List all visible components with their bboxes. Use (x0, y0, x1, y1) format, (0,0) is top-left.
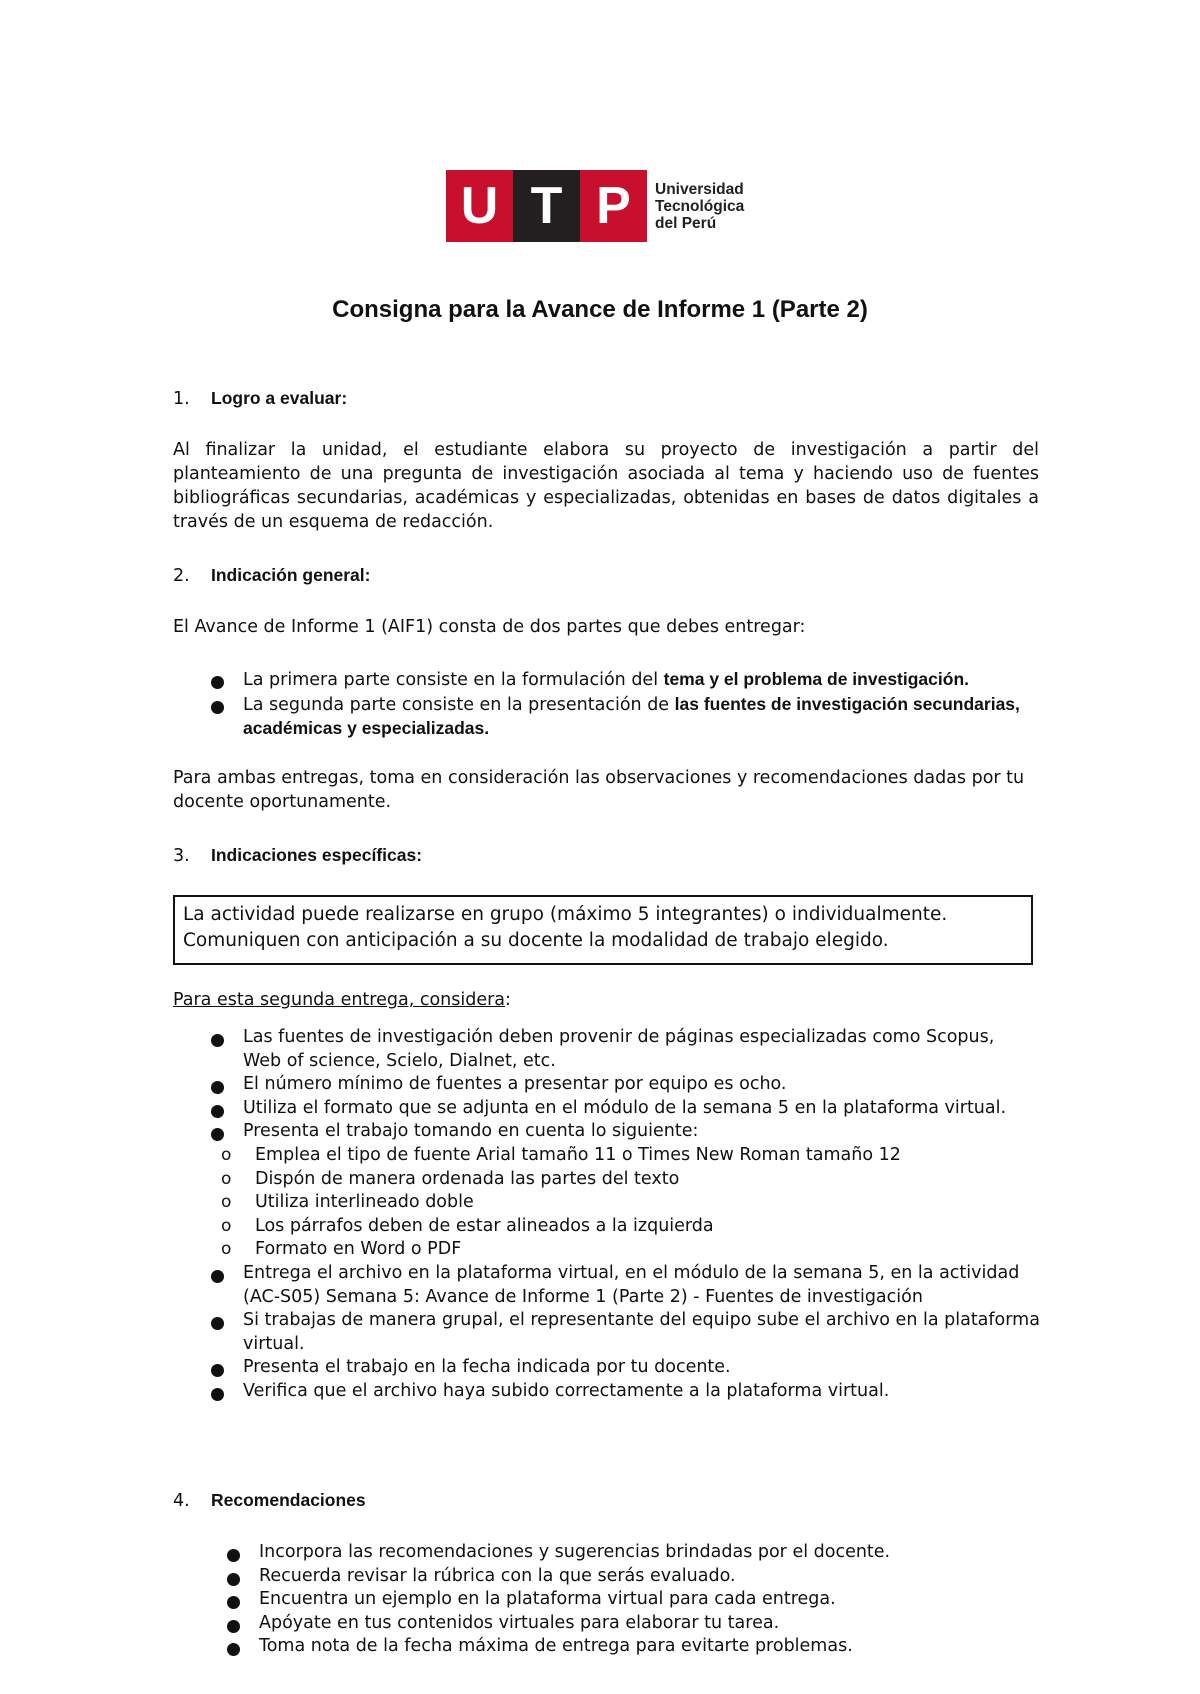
bullet-text: Incorpora las recomendaciones y sugerencias brindadas por el docente. (259, 1542, 891, 1562)
section-number: 3. (173, 846, 190, 866)
section-heading-4 (173, 1488, 366, 1513)
bullet-text: Recuerda revisar la rúbrica con la que serás evaluado. (259, 1565, 736, 1586)
bullet-text: Toma nota de la fecha máxima de entrega para evitarte problemas. (259, 1636, 853, 1657)
section-title: Logro a evaluar: (211, 388, 348, 408)
logo-word-2: Tecnológica (655, 197, 745, 215)
bullet-icon (211, 1388, 224, 1401)
sub-list-item (211, 1168, 1061, 1192)
bullet-text: El número mínimo de fuentes a presentar por equipo es ocho. (243, 1074, 787, 1095)
section-title: Indicaciones específicas: (211, 845, 423, 865)
circle-bullet-icon: o (221, 1168, 232, 1189)
section-heading-2 (173, 563, 370, 588)
group-notice-box: La actividad puede realizarse en grupo (máximo 5 integrantes) o individualmente. Comuniquen con anticipación a su docente la modalidad de trabajo elegido. (173, 895, 1033, 965)
sub-bullet-text: Dispón de manera ordenada las partes del texto (255, 1168, 680, 1189)
section-number: 2. (173, 566, 190, 586)
general-intro: El Avance de Informe 1 (AIF1) consta de dos partes que debes entregar: (173, 617, 806, 637)
list-item (211, 1073, 1061, 1097)
sub-bullet-text: Formato en Word o PDF (255, 1239, 462, 1260)
bullet-icon (211, 676, 224, 689)
logo-wordmark (655, 170, 744, 242)
section-heading-1 (173, 386, 347, 411)
sub-bullet-text: Emplea el tipo de fuente Arial tamaño 11 o Times New Roman tamaño 12 (255, 1144, 901, 1165)
bullet-text: Encuentra un ejemplo en la plataforma virtual para cada entrega. (259, 1589, 836, 1610)
logo-letter-u: U (446, 170, 513, 242)
list-item (211, 668, 1091, 693)
logo-word-3: del Perú (655, 214, 717, 232)
section-heading-3 (173, 843, 422, 868)
circle-bullet-icon: o (221, 1239, 232, 1260)
underlined-text: Para esta segunda entrega, considera (173, 990, 506, 1010)
list-item (227, 1565, 1087, 1589)
list-item (227, 1588, 1087, 1612)
underlined-label (173, 988, 511, 1012)
sub-bullet-text: Los párrafos deben de estar alineados a la izquierda (255, 1215, 714, 1236)
section-title: Recomendaciones (211, 1490, 366, 1510)
bullet-icon (211, 1105, 224, 1118)
list-item (211, 1356, 1061, 1380)
bullet-text: Entrega el archivo en la plataforma virtual, en el módulo de la semana 5, en la actividad (AC-S05) Semana 5: Avance de Informe 1 (Parte 2) - Fuentes de investigación (243, 1262, 1020, 1307)
list-item (211, 1097, 1061, 1121)
list-item (211, 1026, 1003, 1073)
bullet-icon (211, 1270, 224, 1283)
list-item (227, 1612, 1087, 1636)
circle-bullet-icon: o (221, 1144, 232, 1165)
logo-letter-t: T (513, 170, 580, 242)
logro-paragraph: Al finalizar la unidad, el estudiante elabora su proyecto de investigación a partir del planteamiento de una pregunta de investigación asociada al tema y haciendo uso de fuentes bibliográficas secundarias, académicas y especializadas, obtenidas en bases de datos digitales a través de un esquema de redacción. (173, 440, 1039, 532)
list-item (227, 1635, 1087, 1659)
general-bullet-list (211, 668, 1091, 742)
bullet-icon (227, 1643, 240, 1656)
bullet-icon (227, 1573, 240, 1586)
logo-word-1: Universidad (655, 180, 744, 198)
logo-letter-p: P (580, 170, 647, 242)
bullet-icon (211, 1364, 224, 1377)
bullet-icon (227, 1596, 240, 1609)
sub-bullet-list (211, 1144, 1061, 1262)
bullet-text: Utiliza el formato que se adjunta en el módulo de la semana 5 en la plataforma virtual. (243, 1097, 1007, 1118)
specific-bullet-list (211, 1026, 1061, 1404)
list-item (211, 1380, 1061, 1404)
bullet-text: Las fuentes de investigación deben provenir de páginas especializadas como Scopus, Web of science, Scielo, Dialnet, etc. (243, 1027, 995, 1071)
bullet-icon (211, 1317, 224, 1330)
list-item (227, 1541, 1087, 1565)
bullet-text: Presenta el trabajo tomando en cuenta lo siguiente: (243, 1121, 699, 1142)
bullet-text: Verifica que el archivo haya subido correctamente a la plataforma virtual. (243, 1380, 890, 1401)
sub-list-item (211, 1238, 1061, 1262)
bullet-text: Si trabajas de manera grupal, el representante del equipo sube el archivo en la plataforma virtual. (243, 1310, 1040, 1354)
sub-list-item (211, 1215, 1061, 1239)
list-item (211, 693, 1063, 742)
sub-list-item (211, 1191, 1061, 1215)
document-title: Consigna para la Avance de Informe 1 (Parte 2) (332, 296, 868, 323)
section-title: Indicación general: (211, 565, 371, 585)
circle-bullet-icon: o (221, 1192, 232, 1213)
bullet-icon (211, 1034, 224, 1047)
bullet-bold-text: tema y el problema de investigación. (663, 669, 970, 689)
bullet-text: Apóyate en tus contenidos virtuales para elaborar tu tarea. (259, 1612, 780, 1633)
bullet-icon (227, 1549, 240, 1562)
section-number: 1. (173, 389, 190, 409)
label-colon: : (505, 990, 511, 1010)
bullet-text: La primera parte consiste en la formulación del (243, 670, 664, 690)
bullet-icon (227, 1620, 240, 1633)
bullet-icon (211, 1128, 224, 1141)
recommendations-list (227, 1541, 1087, 1659)
general-closing: Para ambas entregas, toma en consideración las observaciones y recomendaciones dadas por tu docente oportunamente. (173, 768, 1025, 812)
bullet-icon (211, 701, 224, 714)
list-item (211, 1309, 1053, 1356)
list-item (211, 1120, 1061, 1262)
utp-logo (446, 170, 744, 242)
sub-list-item (211, 1144, 1061, 1168)
bullet-bold-text: las fuentes de investigación secundarias, académicas y especializadas. (243, 693, 1020, 739)
list-item (211, 1262, 1053, 1309)
bullet-text: La segunda parte consiste en la presentación de (243, 694, 675, 715)
bullet-text: Presenta el trabajo en la fecha indicada por tu docente. (243, 1357, 731, 1378)
sub-bullet-text: Utiliza interlineado doble (255, 1192, 474, 1213)
section-number: 4. (173, 1491, 190, 1511)
circle-bullet-icon: o (221, 1215, 232, 1236)
bullet-icon (211, 1081, 224, 1094)
